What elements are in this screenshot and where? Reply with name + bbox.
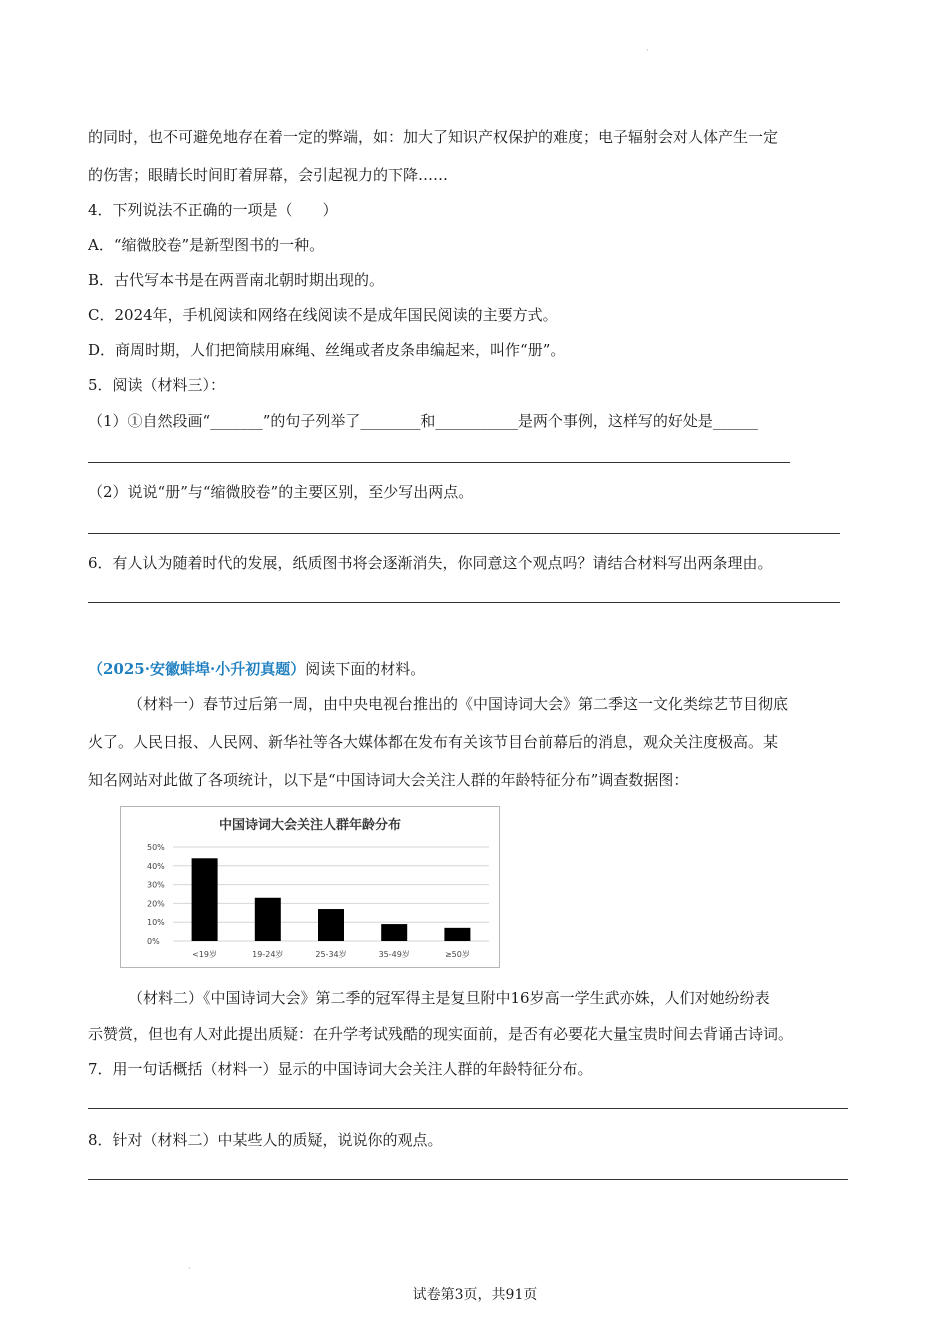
chart-x-tick-label: <19岁: [192, 950, 218, 959]
chart-bar: [255, 898, 281, 941]
passage-source: （2025·安徽蚌埠·小升初真题）: [88, 660, 306, 678]
q6-stem: 6．有人认为随着时代的发展，纸质图书将会逐渐消失，你同意这个观点吗？请结合材料写出两条理由。: [88, 554, 773, 572]
age-distribution-chart: [120, 806, 500, 968]
chart-x-tick-label: 25-34岁: [315, 950, 347, 959]
q5-sub2: （2）说说“册”与“缩微胶卷”的主要区别，至少写出两点。: [88, 483, 474, 501]
q4-stem: 4．下列说法不正确的一项是（ ）: [88, 201, 338, 219]
chart-bars: [192, 858, 471, 941]
chart-svg: [121, 807, 499, 967]
material1-line-1: （材料一）春节过后第一周，由中央电视台推出的《中国诗词大会》第二季这一文化类综艺节目彻底: [128, 695, 789, 713]
q7-answer-line[interactable]: [88, 1108, 848, 1109]
page-footer: 试卷第3页，共91页: [412, 1287, 538, 1303]
q4-option-b: B．古代写本书是在两晋南北朝时期出现的。: [88, 271, 385, 289]
q5-sub1: （1）①自然段画“_______”的句子列举了________和___________是两个事例，这样写的好处是______: [88, 412, 758, 430]
material1-line-2: 火了。人民日报、人民网、新华社等各大媒体都在发布有关该节目台前幕后的消息，观众关注度极高。某: [88, 733, 779, 751]
chart-y-tick-label: 50%: [147, 843, 165, 852]
chart-y-tick-label: 20%: [147, 899, 165, 909]
chart-y-tick-label: 30%: [147, 880, 165, 890]
chart-bar: [444, 928, 470, 941]
chart-x-ticks: [192, 949, 470, 959]
chart-y-ticks: [147, 843, 165, 946]
q4-option-d: D．商周时期，人们把简牍用麻绳、丝绳或者皮条串编起来，叫作“册”。: [88, 341, 566, 359]
material1-line-3: 知名网站对此做了各项统计，以下是“中国诗词大会关注人群的年龄特征分布”调查数据图：: [88, 771, 689, 789]
chart-x-tick-label: ≥50岁: [444, 950, 470, 959]
chart-y-tick-label: 40%: [147, 861, 165, 871]
material2-line-1: （材料二）《中国诗词大会》第二季的冠军得主是复旦附中16岁高一学生武亦姝，人们对她纷纷表: [128, 989, 770, 1007]
intro-line-1: 的同时，也不可避免地存在着一定的弊端，如：加大了知识产权保护的难度；电子辐射会对人体产生一定: [88, 128, 779, 146]
chart-y-tick-label: 0%: [147, 937, 160, 946]
intro-line-2: 的伤害；眼睛长时间盯着屏幕，会引起视力的下降……: [88, 166, 449, 184]
q8-answer-line[interactable]: [88, 1179, 848, 1180]
q8-stem: 8．针对（材料二）中某些人的质疑，说说你的观点。: [88, 1131, 443, 1149]
decorative-dot: ·: [188, 1264, 191, 1273]
q4-option-c: C．2024年，手机阅读和网络在线阅读不是成年国民阅读的主要方式。: [88, 306, 558, 324]
q5-sub1-answer-line[interactable]: [88, 462, 790, 463]
chart-bar: [192, 858, 218, 941]
chart-y-tick-label: 10%: [147, 918, 165, 928]
q5-stem: 5．阅读（材料三）：: [88, 376, 226, 394]
chart-bar: [381, 924, 407, 941]
passage-heading: [88, 659, 425, 679]
chart-title: 中国诗词大会关注人群年龄分布: [218, 818, 402, 833]
q7-stem: 7．用一句话概括（材料一）显示的中国诗词大会关注人群的年龄特征分布。: [88, 1060, 593, 1078]
q6-answer-line[interactable]: [88, 602, 840, 603]
q5-sub2-answer-line[interactable]: [88, 533, 840, 534]
material2-line-2: 示赞赏，但也有人对此提出质疑：在升学考试残酷的现实面前，是否有必要花大量宝贵时间去背诵古诗词。: [88, 1025, 794, 1043]
passage-instruction: 阅读下面的材料。: [305, 660, 426, 678]
chart-x-tick-label: 35-49岁: [378, 950, 410, 959]
q4-option-a: A．“缩微胶卷”是新型图书的一种。: [88, 236, 325, 254]
chart-x-tick-label: 19-24岁: [252, 950, 284, 959]
decorative-dot: ·: [646, 46, 649, 55]
chart-bar: [318, 909, 344, 941]
